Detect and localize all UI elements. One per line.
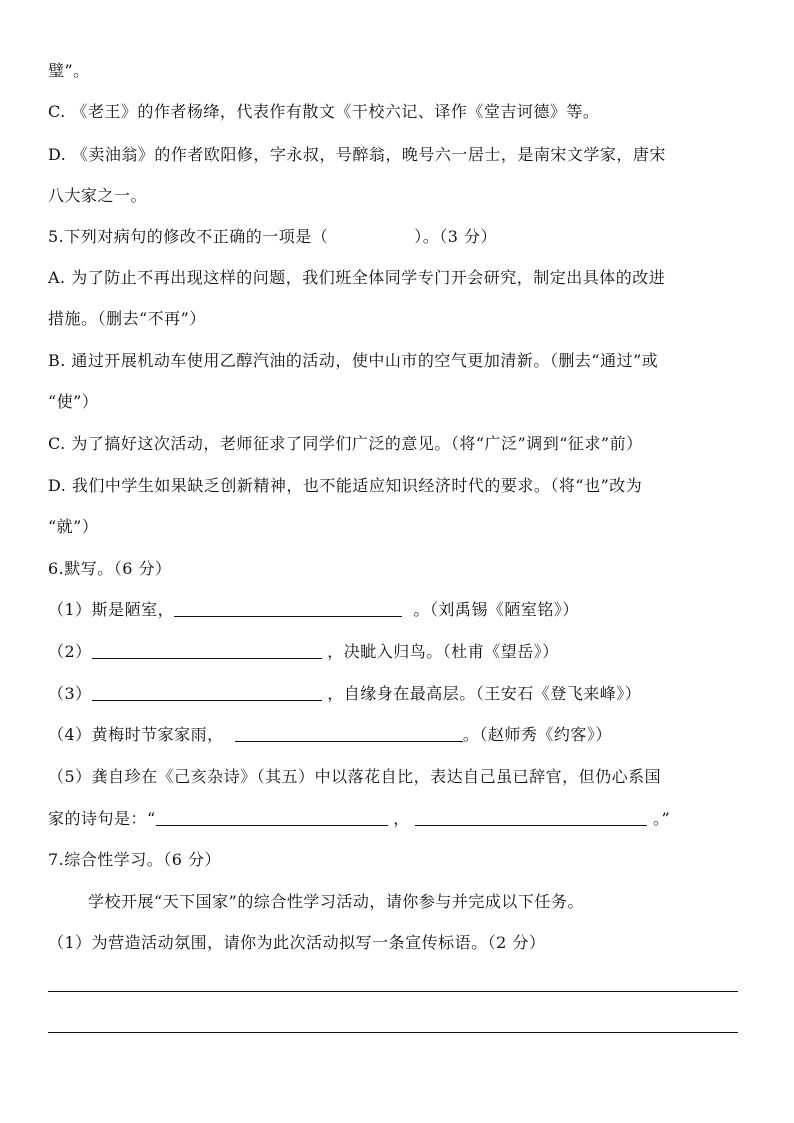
- question-5-score: ）。（3 分）: [414, 227, 498, 246]
- item-text: 家的诗句是：“: [48, 809, 156, 828]
- text-line: 璧”。: [48, 61, 90, 80]
- answer-line[interactable]: [48, 1032, 738, 1033]
- recitation-item-3: [48, 683, 641, 705]
- question-5-stem: 5.下列对病句的修改不正确的一项是（: [48, 227, 329, 246]
- item-text: ，: [393, 809, 410, 828]
- fill-blank[interactable]: [415, 809, 647, 826]
- question-6: 6.默写。（6 分）: [48, 559, 172, 578]
- text-line: “使”）: [48, 392, 99, 411]
- item-source: 。（刘禹锡《陋室铭》）: [413, 600, 579, 619]
- text-line: 八大家之一。: [48, 186, 148, 205]
- fill-blank[interactable]: [92, 684, 322, 701]
- item-source: ，自缘身在最高层。（王安石《登飞来峰》）: [327, 684, 642, 703]
- fill-blank[interactable]: [235, 725, 463, 742]
- item-text: （4）黄梅时节家家雨，: [48, 725, 224, 744]
- item-text: （1）斯是陋室，: [48, 600, 175, 619]
- item-source: 。（赵师秀《约客》）: [462, 725, 612, 744]
- recitation-item-1: [48, 599, 579, 621]
- option-d-q4: D. 《卖油翁》的作者欧阳修，字永叔，号醉翁，晚号六一居士，是南宋文学家，唐宋: [48, 145, 666, 164]
- recitation-item-2: [48, 641, 559, 663]
- fill-blank[interactable]: [92, 642, 322, 659]
- option-c-q5: C. 为了搞好这次活动，老师征求了同学们广泛的意见。（将“广泛”调到“征求”前）: [48, 434, 643, 453]
- item-source: ，决眦入归鸟。（杜甫《望岳》）: [327, 642, 559, 661]
- item-text: （2）: [48, 642, 92, 661]
- option-d-q5: D. 我们中学生如果缺乏创新精神，也不能适应知识经济时代的要求。（将“也”改为: [48, 476, 643, 495]
- question-5: [48, 226, 497, 248]
- text-line: 措施。（删去“不再”）: [48, 309, 206, 328]
- recitation-item-5: （5）龚自珍在《己亥杂诗》（其五）中以落花自比，表达自己虽已辞官，但仍心系国: [48, 767, 662, 786]
- item-text: （3）: [48, 684, 92, 703]
- option-a-q5: A. 为了防止不再出现这样的问题，我们班全体同学专门开会研究，制定出具体的改进: [48, 268, 666, 287]
- recitation-item-5-answer: [48, 808, 670, 830]
- recitation-item-4: [48, 724, 612, 746]
- fill-blank[interactable]: [174, 600, 402, 617]
- question-7: 7.综合性学习。（6 分）: [48, 850, 222, 869]
- item-text: 。”: [652, 809, 671, 828]
- answer-line[interactable]: [48, 991, 738, 992]
- option-b-q5: B. 通过开展机动车使用乙醇汽油的活动，使中山市的空气更加清新。（删去“通过”或: [48, 351, 659, 370]
- question-7-intro: 学校开展“天下国家”的综合性学习活动，请你参与并完成以下任务。: [88, 892, 584, 911]
- text-line: “就”）: [48, 517, 99, 536]
- option-c-q4: C. 《老王》的作者杨绛，代表作有散文《干校六记、译作《堂吉诃德》等。: [48, 102, 600, 121]
- fill-blank[interactable]: [156, 809, 388, 826]
- question-7-task-1: （1）为营造活动氛围，请你为此次活动拟写一条宣传标语。（2 分）: [48, 933, 546, 952]
